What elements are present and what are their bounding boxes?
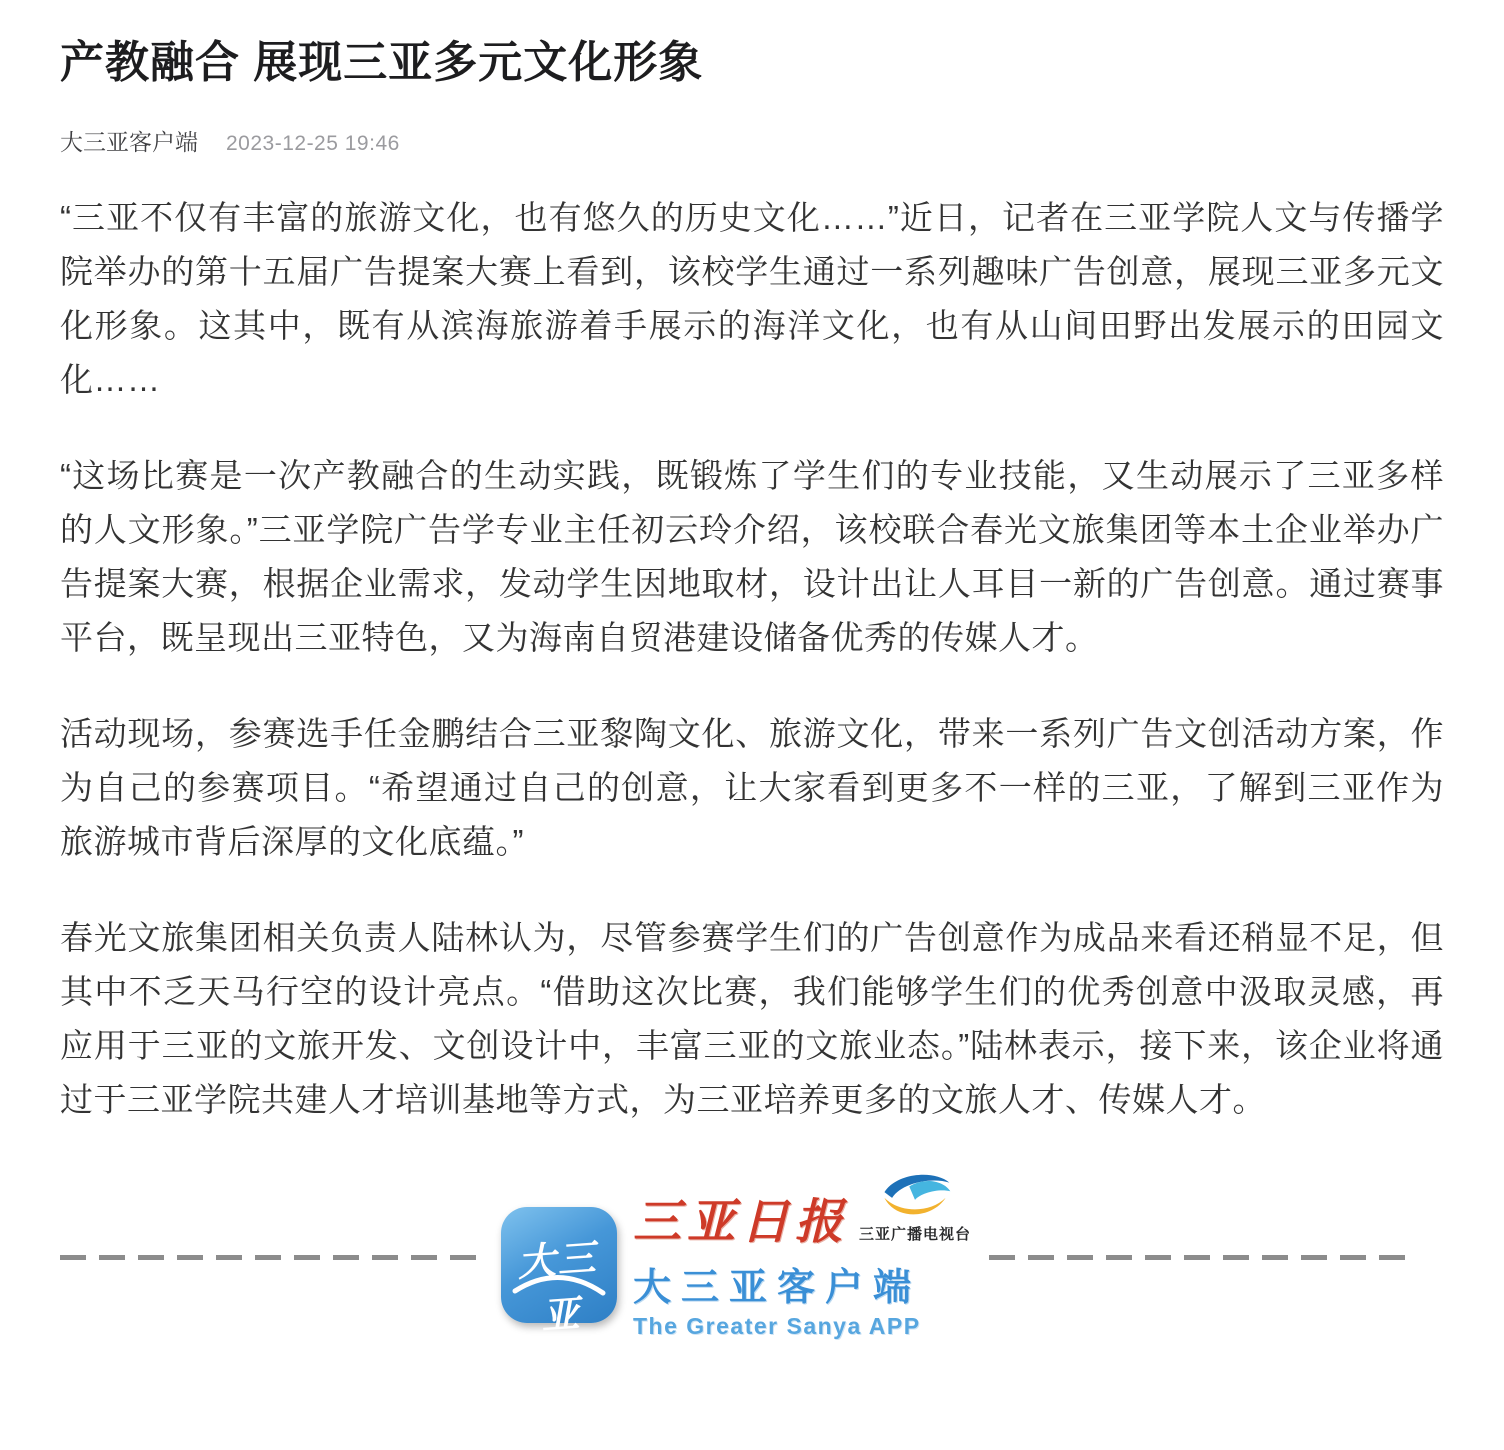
app-icon-label: 大三亚 [515, 1237, 599, 1339]
footer-logo-strip [60, 1169, 1444, 1340]
tv-station-swoosh-icon [873, 1169, 957, 1223]
tv-station-block [859, 1169, 971, 1244]
greater-sanya-app-icon [501, 1207, 617, 1339]
article-body [60, 191, 1444, 1127]
article-paragraph: 活动现场，参赛选手任金鹏结合三亚黎陶文化、旅游文化，带来一系列广告文创活动方案，作为自己的参赛项目。“希望通过自己的创意，让大家看到更多不一样的三亚，了解到三亚作为旅游城市背后深厚的文化底蕴。” [60, 715, 1444, 860]
publish-timestamp: 2023-12-25 19:46 [226, 132, 400, 155]
article-paragraph: 春光文旅集团相关负责人陆林认为，尽管参赛学生们的广告创意作为成品来看还稍显不足，但其中不乏天马行空的设计亮点。“借助这次比赛，我们能够学生们的优秀创意中汲取灵感，再应用于三亚的文旅开发、文创设计中，丰富三亚的文旅业态。”陆林表示，接下来，该企业将通过于三亚学院共建人才培训基地等方式，为三亚培养更多的文旅人才、传媒人才。 [60, 919, 1444, 1118]
publisher-logo-block [501, 1169, 971, 1340]
byline [60, 124, 1444, 157]
logo-top-row [632, 1169, 972, 1250]
article-paragraph: “三亚不仅有丰富的旅游文化，也有悠久的历史文化……”近日，记者在三亚学院人文与传播学院举办的第十五届广告提案大赛上看到，该校学生通过一系列趣味广告创意，展现三亚多元文化形象。这其中，既有从滨海旅游着手展示的海洋文化，也有从山间田野出发展示的田园文化…… [60, 199, 1444, 398]
publisher-logo-text [633, 1169, 971, 1340]
article-paragraph: “这场比赛是一次产教融合的生动实践，既锻炼了学生们的专业技能，又生动展示了三亚多样的人文形象。”三亚学院广告学专业主任初云玲介绍，该校联合春光文旅集团等本土企业举办广告提案大赛，根据企业需求，发动学生因地取材，设计出让人耳目一新的广告创意。通过赛事平台，既呈现出三亚特色，又为海南自贸港建设储备优秀的传媒人才。 [60, 457, 1444, 656]
dashed-divider-right [989, 1255, 1416, 1260]
tv-station-name: 三亚广播电视台 [859, 1226, 972, 1243]
app-name-chinese: 大三亚客户端 [632, 1267, 921, 1309]
sanya-daily-logo: 三亚日报 [632, 1194, 849, 1250]
dashed-divider-left [60, 1255, 487, 1260]
source-label: 大三亚客户端 [60, 129, 198, 155]
app-icon-arc [501, 1207, 617, 1323]
article-title: 产教融合 展现三亚多元文化形象 [60, 38, 704, 87]
app-name-english: The Greater Sanya APP [632, 1313, 921, 1339]
